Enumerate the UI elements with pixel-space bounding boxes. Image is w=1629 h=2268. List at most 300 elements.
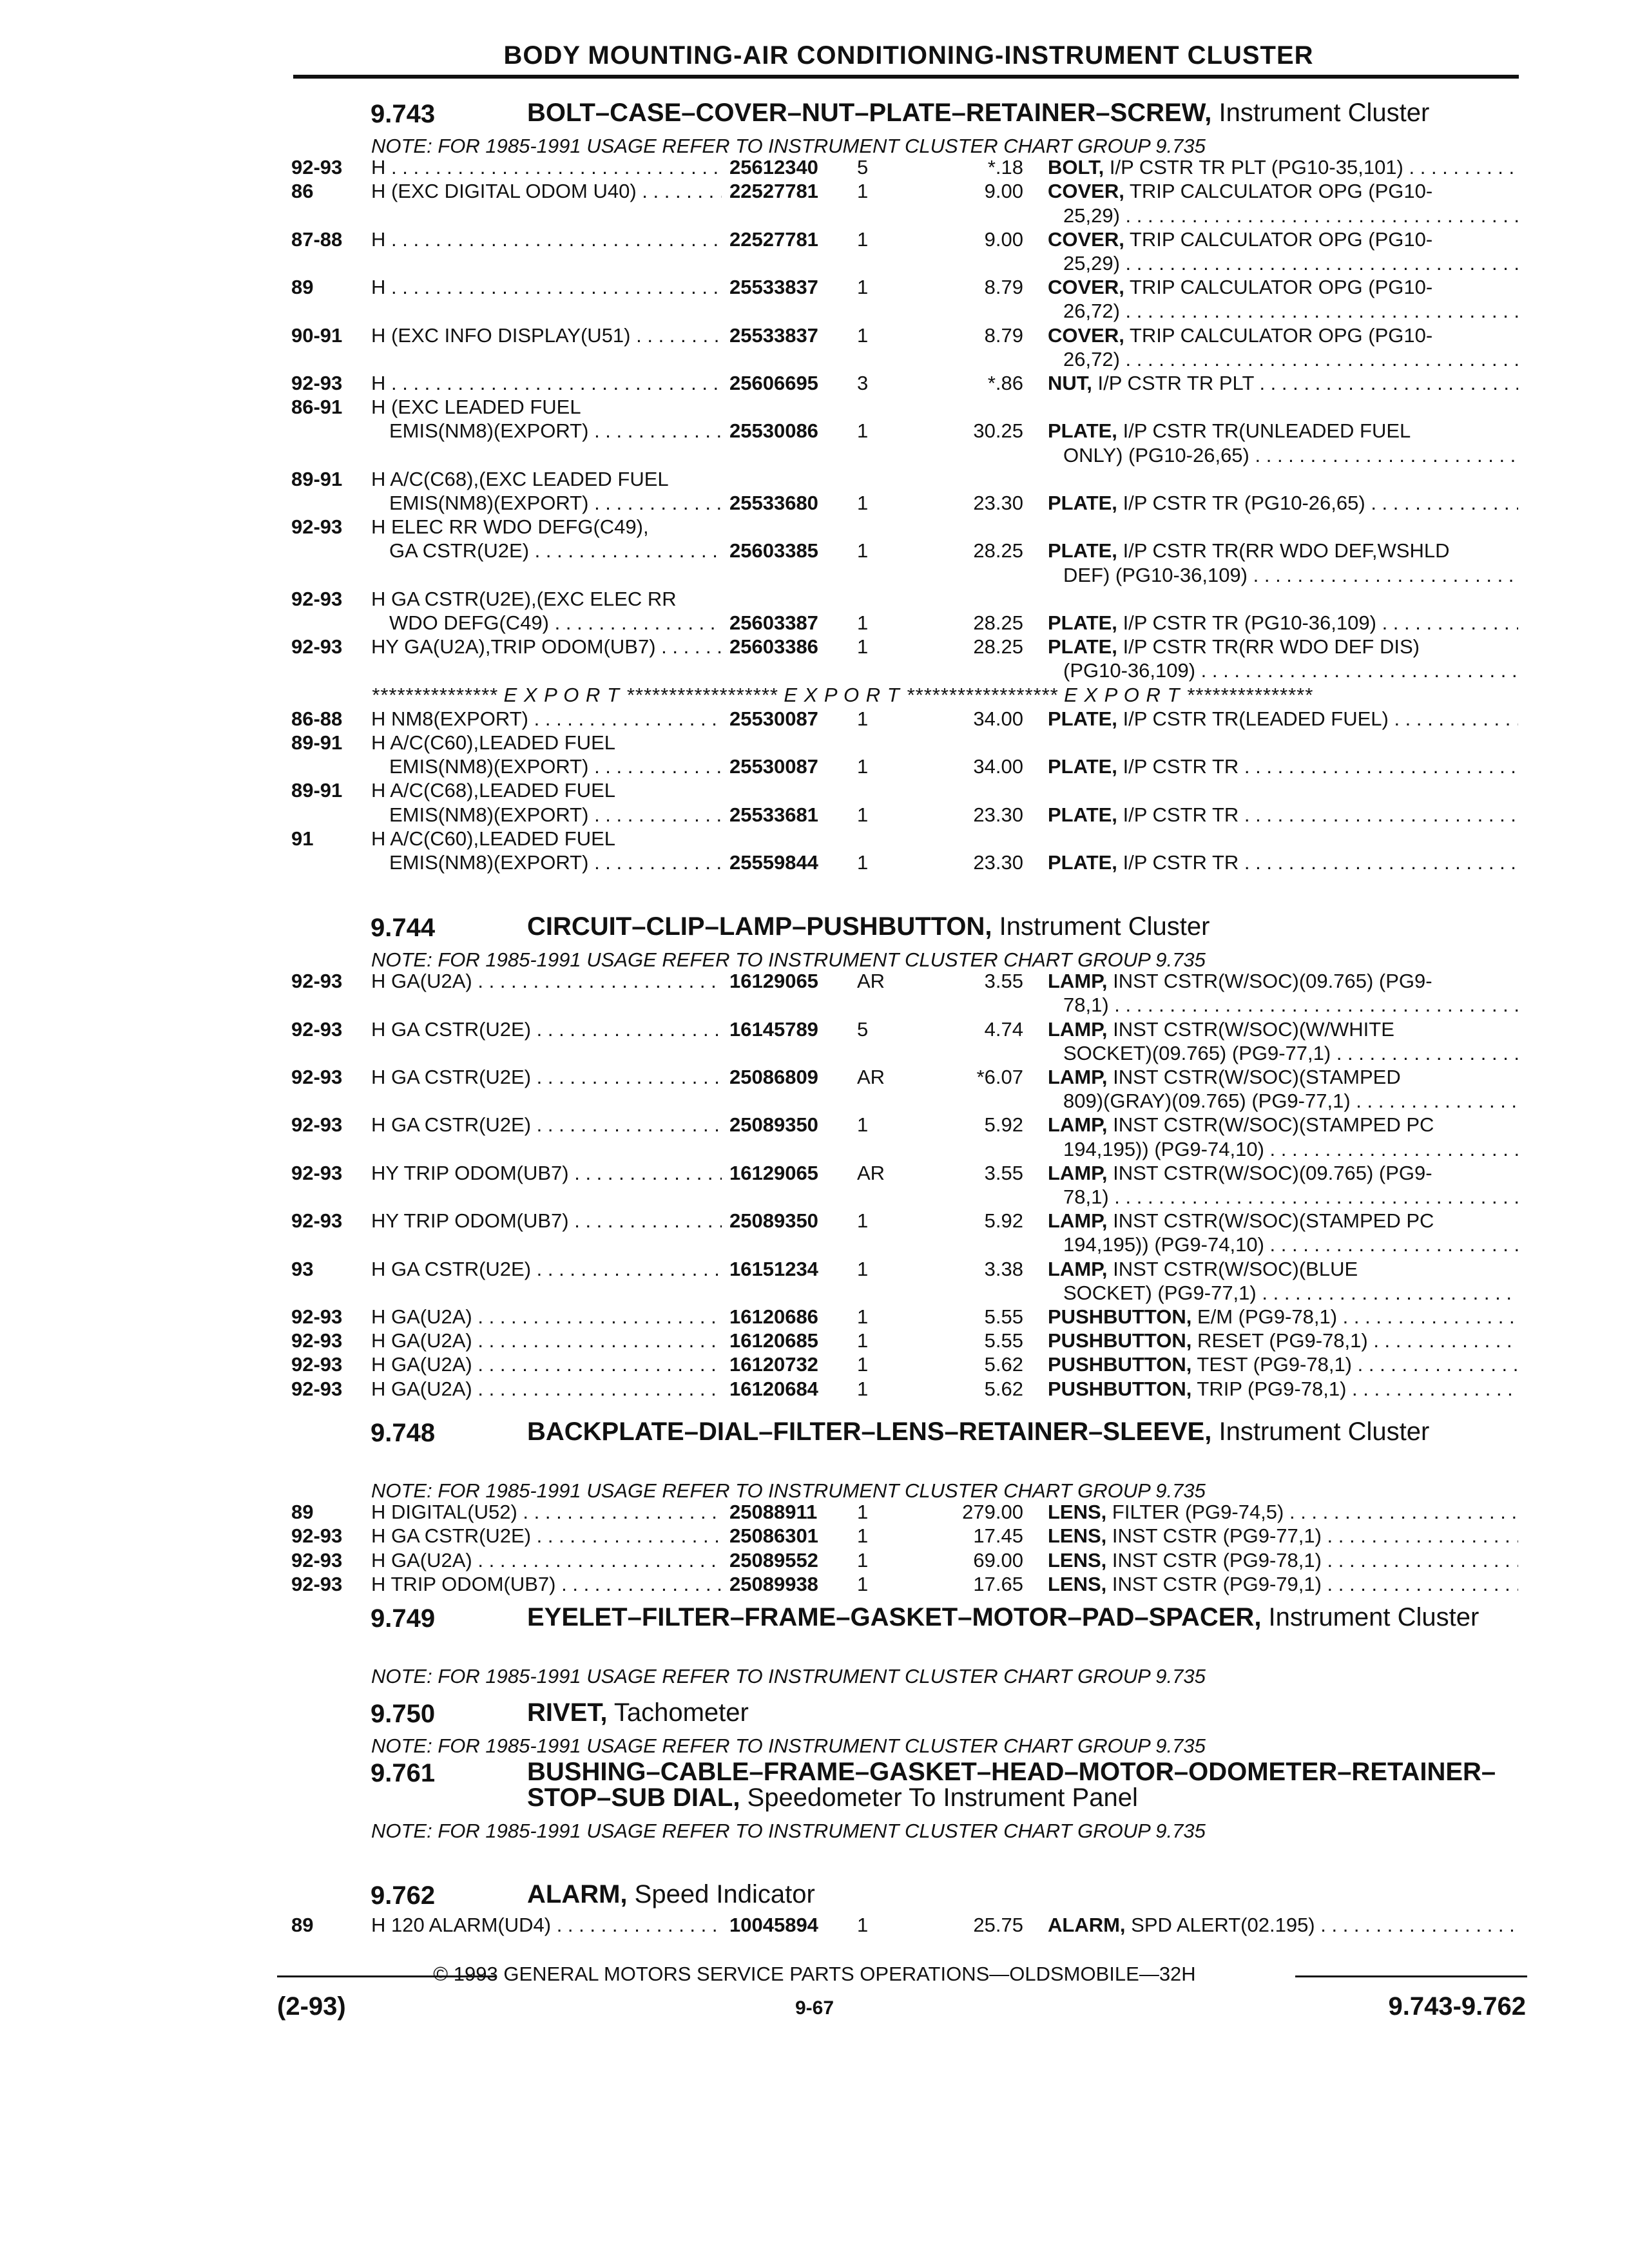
part-number: 16120685 [729,1329,818,1352]
part-detail: TEST (PG9-78,1) [1197,1353,1353,1376]
quantity: 1 [857,803,869,826]
part-description-continuation: SOCKET) (PG9-77,1) . . . [1063,1282,1518,1305]
part-number: 16129065 [729,1161,818,1184]
part-name: COVER, [1048,227,1124,251]
part-description [1048,276,1518,299]
part-name: PLATE, [1048,539,1117,562]
application: H A/C(C68),(EXC LEADED FUEL [371,467,669,490]
quantity: AR [857,1161,885,1184]
part-name: PLATE, [1048,803,1117,826]
part-name: LAMP, [1048,1066,1108,1088]
part-name: PLATE, [1048,492,1117,514]
footer-page-number: 9-67 [795,1997,834,2019]
part-row [0,970,1629,995]
quantity: 1 [857,1305,869,1328]
part-description [1048,1378,1518,1401]
price: 5.92 [984,1113,1023,1137]
model-years: 92-93 [291,1161,343,1184]
part-row [0,539,1629,565]
quantity: 1 [857,1501,869,1524]
part-description [1048,1305,1518,1329]
part-number: 16120686 [729,1305,818,1328]
part-detail: I/P CSTR TR [1123,803,1239,826]
section-number: 9.750 [371,1700,436,1728]
part-description-continuation: 26,72) . . . [1063,348,1518,371]
application: H (EXC LEADED FUEL [371,396,581,419]
part-description [1048,803,1518,827]
part-number: 25530087 [729,755,818,778]
part-number: 16129065 [729,970,818,993]
part-row [0,492,1629,517]
section-title-rest: Instrument Cluster [1261,1603,1480,1631]
part-row [0,803,1629,829]
part-name: LAMP, [1048,1161,1108,1184]
part-row [0,468,1629,494]
model-years: 90-91 [291,323,343,347]
part-name: LENS, [1048,1548,1107,1571]
quantity: AR [857,1066,885,1088]
part-row-continuation [0,659,1629,685]
section-note: NOTE: FOR 1985-1991 USAGE REFER TO INSTRUMENT CLUSTER CHART GROUP 9.735 [371,948,1206,971]
part-detail: SPD ALERT(02.195) [1131,1914,1315,1936]
part-description [1048,1524,1518,1548]
part-row [0,1113,1629,1139]
application: H NM8(EXPORT) . . . [371,707,722,731]
model-years: 87-88 [291,227,343,251]
part-row [0,731,1629,757]
footer-group-range: 9.743-9.762 [1388,1992,1526,2021]
section-note: NOTE: FOR 1985-1991 USAGE REFER TO INSTRUMENT CLUSTER CHART GROUP 9.735 [371,135,1206,157]
part-name: LENS, [1048,1501,1107,1524]
application: H A/C(C68),LEADED FUEL [371,779,615,802]
quantity: 3 [857,372,869,394]
section-title-bold: BOLT–CASE–COVER–NUT–PLATE–RETAINER–SCREW, [527,99,1212,127]
part-description [1048,970,1518,993]
part-detail: TRIP CALCULATOR OPG (PG10- [1129,227,1433,251]
part-description [1048,372,1518,395]
price: 8.79 [984,276,1023,299]
application: EMIS(NM8)(EXPORT) . . . [389,851,722,874]
part-row [0,779,1629,805]
footer-revision-date: (2-93) [277,1992,346,2021]
part-description-continuation: 25,29) . . . [1063,252,1518,275]
quantity: 1 [857,1572,869,1595]
part-description [1048,1018,1518,1041]
part-name: PUSHBUTTON, [1048,1353,1192,1376]
part-row-continuation [0,1282,1629,1307]
application: H 120 ALARM(UD4) . . . [371,1914,722,1937]
part-row-continuation [0,444,1629,470]
part-detail: TRIP (PG9-78,1) [1197,1377,1347,1400]
model-years: 93 [291,1257,314,1280]
part-name: PUSHBUTTON, [1048,1377,1192,1400]
price: 9.00 [984,227,1023,251]
section-title [527,100,1519,126]
model-years: 92-93 [291,1572,343,1595]
quantity: 1 [857,755,869,778]
model-years: 92-93 [291,1353,343,1376]
section-title-bold: CIRCUIT–CLIP–LAMP–PUSHBUTTON, [527,912,992,941]
part-number: 25606695 [729,372,818,394]
part-number: 25603386 [729,635,818,658]
part-detail: I/P CSTR TR (PG10-36,109) [1123,611,1376,634]
section-title-bold: BACKPLATE–DIAL–FILTER–LENS–RETAINER–SLEEVE, [527,1418,1212,1446]
part-description [1048,1353,1518,1376]
part-description [1048,635,1518,658]
part-description [1048,1258,1518,1281]
part-row [0,156,1629,182]
application: GA CSTR(U2E) . . . [389,539,722,562]
part-name: PLATE, [1048,419,1117,443]
price: 34.00 [973,707,1023,730]
part-description [1048,1113,1518,1137]
application: H GA CSTR(U2E) . . . [371,1258,722,1281]
part-number: 25530087 [729,707,818,730]
part-row [0,1018,1629,1044]
model-years: 92-93 [291,1113,343,1137]
price: 4.74 [984,1017,1023,1041]
part-row [0,635,1629,661]
part-row [0,1378,1629,1403]
section-title-rest: Speed Indicator [627,1880,815,1908]
part-description-continuation: 194,195)) (PG9-74,10) . . . [1063,1233,1518,1256]
model-years: 89 [291,276,314,299]
part-row [0,755,1629,781]
part-name: LAMP, [1048,970,1108,993]
part-number: 16151234 [729,1257,818,1280]
part-description [1048,851,1518,874]
section-title-rest: Instrument Cluster [1211,1418,1430,1446]
price: *.18 [987,156,1023,179]
part-description-continuation: 78,1) . . . [1063,994,1518,1017]
section-number: 9.743 [371,100,436,128]
part-row-continuation [0,1186,1629,1211]
part-description-continuation: 78,1) . . . [1063,1186,1518,1209]
model-years: 92-93 [291,635,343,658]
section-title-rest: Instrument Cluster [992,912,1210,941]
section-note: NOTE: FOR 1985-1991 USAGE REFER TO INSTRUMENT CLUSTER CHART GROUP 9.735 [371,1479,1206,1502]
part-detail: TRIP CALCULATOR OPG (PG10- [1129,276,1433,299]
part-description [1048,1162,1518,1185]
part-name: PLATE, [1048,755,1117,778]
price: 23.30 [973,492,1023,514]
section-title-rest: Instrument Cluster [1211,99,1430,127]
section-number: 9.744 [371,914,436,942]
quantity: 1 [857,1209,869,1233]
part-number: 25088911 [729,1501,818,1524]
price: 3.55 [984,970,1023,993]
part-detail: INST CSTR(W/SOC)(STAMPED [1113,1066,1401,1088]
part-row [0,228,1629,254]
application: EMIS(NM8)(EXPORT) . . . [389,755,722,778]
part-number: 25533837 [729,323,818,347]
model-years: 89-91 [291,731,343,754]
part-name: LENS, [1048,1572,1107,1595]
application: H GA CSTR(U2E) . . . [371,1066,722,1089]
section-title-bold: EYELET–FILTER–FRAME–GASKET–MOTOR–PAD–SPACER, [527,1603,1262,1631]
quantity: 1 [857,1914,869,1936]
part-row [0,1329,1629,1355]
part-detail: RESET (PG9-78,1) [1197,1329,1368,1352]
application: H GA(U2A) . . . [371,1549,722,1572]
section-title [527,1419,1519,1445]
part-number: 25533681 [729,803,818,826]
part-detail: INST CSTR(W/SOC)(W/WHITE [1113,1017,1394,1041]
part-description-continuation: (PG10-36,109) . . . [1063,659,1518,682]
part-detail: I/P CSTR TR(LEADED FUEL) [1123,707,1389,730]
model-years: 92-93 [291,1377,343,1400]
part-number: 25603385 [729,539,818,562]
model-years: 92-93 [291,1329,343,1352]
model-years: 89 [291,1914,314,1936]
application: H GA(U2A) . . . [371,1305,722,1329]
application: H A/C(C60),LEADED FUEL [371,731,615,754]
part-description [1048,228,1518,251]
part-number: 16120732 [729,1353,818,1376]
application: H ELEC RR WDO DEFG(C49), [371,515,649,539]
application: H GA CSTR(U2E) . . . [371,1018,722,1041]
export-divider: *************** E X P O R T ****************** E X P O R T ****************** E X P O R T *************** [371,683,1313,706]
model-years: 86 [291,180,314,203]
part-description [1048,180,1518,203]
application: H . . . [371,372,722,395]
part-detail: I/P CSTR TR PLT (PG10-35,101) [1109,156,1403,179]
part-name: COVER, [1048,180,1124,203]
part-row [0,1501,1629,1526]
section-number: 9.749 [371,1604,436,1633]
model-years: 86-88 [291,707,343,730]
part-description [1048,1549,1518,1572]
part-description-continuation: 25,29) . . . [1063,204,1518,227]
part-row [0,515,1629,541]
section-title [527,1700,1519,1725]
quantity: 1 [857,635,869,658]
quantity: 1 [857,1377,869,1400]
part-description [1048,419,1518,443]
model-years: 92-93 [291,515,343,539]
price: 28.25 [973,611,1023,634]
part-name: PLATE, [1048,707,1117,730]
model-years: 92-93 [291,156,343,179]
price: 34.00 [973,755,1023,778]
price: 30.25 [973,419,1023,443]
quantity: 1 [857,707,869,730]
part-row [0,851,1629,877]
part-row-continuation [0,1233,1629,1259]
part-row [0,1524,1629,1550]
application: H TRIP ODOM(UB7) . . . [371,1573,722,1596]
section-number: 9.762 [371,1881,436,1910]
part-detail: INST CSTR (PG9-79,1) [1112,1572,1322,1595]
part-name: NUT, [1048,372,1092,394]
part-description [1048,707,1518,731]
application: H GA CSTR(U2E),(EXC ELEC RR [371,587,677,610]
part-name: LENS, [1048,1524,1107,1548]
part-row-continuation [0,1138,1629,1164]
section-title [527,914,1519,939]
price: 17.45 [973,1524,1023,1548]
part-row-continuation [0,252,1629,278]
section-title-bold: ALARM, [527,1880,628,1908]
part-detail: INST CSTR(W/SOC)(09.765) (PG9- [1113,970,1432,993]
part-name: PUSHBUTTON, [1048,1305,1192,1328]
section-title-bold: RIVET, [527,1698,608,1727]
application: H A/C(C60),LEADED FUEL [371,827,615,850]
quantity: 1 [857,1524,869,1548]
section-title [527,1604,1519,1630]
part-detail: TRIP CALCULATOR OPG (PG10- [1129,323,1433,347]
section-note: NOTE: FOR 1985-1991 USAGE REFER TO INSTRUMENT CLUSTER CHART GROUP 9.735 [371,1735,1206,1757]
part-row-continuation [0,994,1629,1019]
part-number: 16120684 [729,1377,818,1400]
part-name: BOLT, [1048,156,1104,179]
part-name: LAMP, [1048,1209,1108,1233]
part-detail: I/P CSTR TR [1123,851,1239,874]
section-note: NOTE: FOR 1985-1991 USAGE REFER TO INSTRUMENT CLUSTER CHART GROUP 9.735 [371,1665,1206,1687]
application: H . . . [371,228,722,251]
section-number: 9.748 [371,1419,436,1447]
part-detail: INST CSTR(W/SOC)(STAMPED PC [1113,1209,1434,1233]
price: 279.00 [962,1501,1023,1524]
part-row [0,1258,1629,1283]
part-detail: INST CSTR(W/SOC)(STAMPED PC [1113,1113,1434,1137]
part-description [1048,1329,1518,1352]
part-name: PLATE, [1048,851,1117,874]
quantity: 1 [857,323,869,347]
part-number: 25089350 [729,1209,818,1233]
part-row [0,1209,1629,1235]
part-number: 25089350 [729,1113,818,1137]
section-title-rest: Tachometer [607,1698,749,1727]
price: 5.62 [984,1377,1023,1400]
part-number: 25559844 [729,851,818,874]
part-number: 22527781 [729,227,818,251]
part-row [0,180,1629,206]
application: HY TRIP ODOM(UB7) . . . [371,1209,722,1233]
part-row [0,372,1629,398]
part-description [1048,539,1518,562]
model-years: 92-93 [291,1209,343,1233]
application: H GA(U2A) . . . [371,1329,722,1352]
part-description-continuation: SOCKET)(09.765) (PG9-77,1) . . . [1063,1042,1518,1065]
part-number: 10045894 [729,1914,818,1936]
price: 5.92 [984,1209,1023,1233]
part-number: 25086809 [729,1066,818,1088]
part-detail: FILTER (PG9-74,5) [1112,1501,1284,1524]
quantity: 1 [857,180,869,203]
price: 5.62 [984,1353,1023,1376]
application: H GA(U2A) . . . [371,1353,722,1376]
price: 9.00 [984,180,1023,203]
part-row [0,1353,1629,1379]
model-years: 91 [291,827,314,850]
application: H GA CSTR(U2E) . . . [371,1113,722,1137]
quantity: 5 [857,1017,869,1041]
application: H . . . [371,276,722,299]
part-number: 16145789 [729,1017,818,1041]
quantity: 1 [857,227,869,251]
price: 28.25 [973,635,1023,658]
part-description [1048,1573,1518,1596]
page-header-title: BODY MOUNTING-AIR CONDITIONING-INSTRUMENT CLUSTER [503,41,1314,70]
part-description-continuation: DEF) (PG10-36,109) . . . [1063,564,1518,587]
part-row [0,1162,1629,1187]
part-row [0,1066,1629,1091]
quantity: 1 [857,1113,869,1137]
application: H (EXC INFO DISPLAY(U51) . . . [371,324,722,347]
part-detail: TRIP CALCULATOR OPG (PG10- [1129,180,1433,203]
part-number: 25089552 [729,1548,818,1571]
model-years: 92-93 [291,1548,343,1571]
part-detail: I/P CSTR TR(UNLEADED FUEL [1123,419,1411,443]
part-number: 25603387 [729,611,818,634]
section-number: 9.761 [371,1759,436,1787]
application: EMIS(NM8)(EXPORT) . . . [389,803,722,827]
part-name: PLATE, [1048,635,1117,658]
part-row-continuation [0,300,1629,325]
application: H GA CSTR(U2E) . . . [371,1524,722,1548]
part-row [0,419,1629,445]
part-number: 25089938 [729,1572,818,1595]
part-description [1048,492,1518,515]
part-number: 25533837 [729,276,818,299]
price: 23.30 [973,851,1023,874]
part-detail: E/M (PG9-78,1) [1197,1305,1338,1328]
application: H GA(U2A) . . . [371,970,722,993]
part-name: PUSHBUTTON, [1048,1329,1192,1352]
price: *.86 [987,372,1023,394]
part-detail: I/P CSTR TR(RR WDO DEF DIS) [1123,635,1420,658]
price: 3.38 [984,1257,1023,1280]
price: 17.65 [973,1572,1023,1595]
section-title [527,1881,1519,1907]
quantity: 1 [857,1548,869,1571]
part-description-continuation: 194,195)) (PG9-74,10) . . . [1063,1138,1518,1161]
part-name: COVER, [1048,323,1124,347]
part-description [1048,611,1518,635]
quantity: 1 [857,851,869,874]
part-detail: INST CSTR (PG9-77,1) [1112,1524,1322,1548]
model-years: 92-93 [291,1305,343,1328]
part-description-continuation: ONLY) (PG10-26,65) . . . [1063,444,1518,467]
part-row-continuation [0,564,1629,590]
model-years: 92-93 [291,587,343,610]
part-name: LAMP, [1048,1257,1108,1280]
part-description [1048,1501,1518,1524]
price: 69.00 [973,1548,1023,1571]
part-row-continuation [0,1042,1629,1068]
part-detail: I/P CSTR TR (PG10-26,65) [1123,492,1365,514]
quantity: AR [857,970,885,993]
part-description [1048,156,1518,179]
part-row [0,276,1629,302]
part-number: 25533680 [729,492,818,514]
part-row-continuation [0,204,1629,230]
application: HY GA(U2A),TRIP ODOM(UB7) . . . [371,635,722,658]
part-description [1048,1066,1518,1089]
part-number: 22527781 [729,180,818,203]
quantity: 1 [857,419,869,443]
part-name: LAMP, [1048,1113,1108,1137]
part-name: LAMP, [1048,1017,1108,1041]
part-name: PLATE, [1048,611,1117,634]
part-detail: I/P CSTR TR [1123,755,1239,778]
part-description [1048,755,1518,778]
price: 5.55 [984,1305,1023,1328]
model-years: 89-91 [291,779,343,802]
part-detail: INST CSTR(W/SOC)(09.765) (PG9- [1113,1161,1432,1184]
application: WDO DEFG(C49) . . . [389,611,722,635]
